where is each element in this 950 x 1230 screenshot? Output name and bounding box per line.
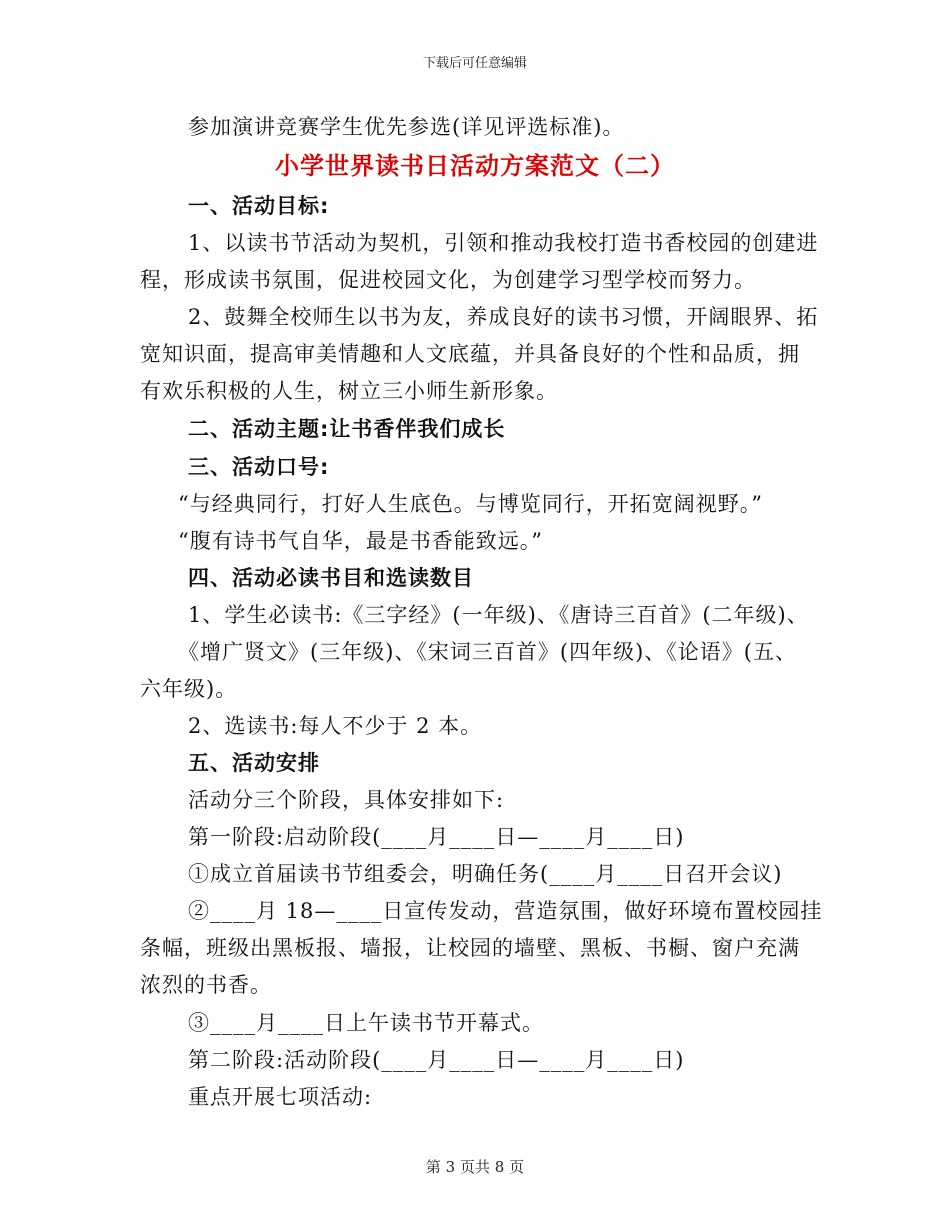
- section-heading-books: 四、活动必读书目和选读数目: [188, 566, 474, 590]
- paragraph-line: 条幅，班级出黑板报、墙报，让校园的墙壁、黑板、书橱、窗户充满: [140, 936, 800, 960]
- paragraph-line: 1、学生必读书:《三字经》(一年级)、《唐诗三百首》(二年级)、: [188, 603, 809, 627]
- paragraph-line: ③____月____日上午读书节开幕式。: [188, 1011, 544, 1035]
- paragraph-line: 1、以读书节活动为契机，引领和推动我校打造书香校园的创建进: [188, 231, 819, 255]
- paragraph-line: ②____月 18—____日宣传发动，营造氛围，做好环境布置校园挂: [188, 899, 823, 923]
- paragraph-line: 程，形成读书氛围，促进校园文化，为创建学习型学校而努力。: [140, 268, 756, 292]
- paragraph-line: 有欢乐积极的人生，树立三小师生新形象。: [140, 379, 558, 403]
- document-title: 小学世界读书日活动方案范文（二）: [275, 152, 675, 180]
- page-footer: 第 3 页共 8 页: [425, 1158, 525, 1176]
- section-heading-schedule: 五、活动安排: [188, 751, 320, 775]
- paragraph-line: 第一阶段:启动阶段(____月____日—____月____日): [188, 825, 685, 849]
- paragraph-line: 重点开展七项活动:: [188, 1085, 373, 1109]
- paragraph-line: 参加演讲竞赛学生优先参选(详见评选标准)。: [188, 115, 625, 139]
- paragraph-line: 六年级)。: [140, 677, 238, 701]
- paragraph-line: 2、选读书:每人不少于 2 本。: [188, 714, 483, 738]
- section-heading-slogan: 三、活动口号:: [188, 455, 330, 479]
- slogan-line: “与经典同行，打好人生底色。与博览同行，开拓宽阔视野。”: [178, 492, 763, 516]
- paragraph-line: 活动分三个阶段，具体安排如下:: [188, 788, 505, 812]
- section-heading-goals: 一、活动目标:: [188, 194, 330, 218]
- paragraph-line: 2、鼓舞全校师生以书为友，养成良好的读书习惯，开阔眼界、拓: [188, 305, 819, 329]
- paragraph-line: 《增广贤文》(三年级)、《宋词三百首》(四年级)、《论语》(五、: [178, 640, 797, 664]
- paragraph-line: 浓烈的书香。: [140, 973, 272, 997]
- section-heading-theme: 二、活动主题:让书香伴我们成长: [188, 417, 506, 441]
- page-header: 下载后可任意编辑: [422, 56, 527, 71]
- paragraph-line: 第二阶段:活动阶段(____月____日—____月____日): [188, 1048, 685, 1072]
- paragraph-line: ①成立首届读书节组委会，明确任务(____月____日召开会议): [188, 862, 783, 886]
- paragraph-line: 宽知识面，提高审美情趣和人文底蕴，并具备良好的个性和品质，拥: [140, 342, 800, 366]
- slogan-line: “腹有诗书气自华，最是书香能致远。”: [178, 529, 543, 553]
